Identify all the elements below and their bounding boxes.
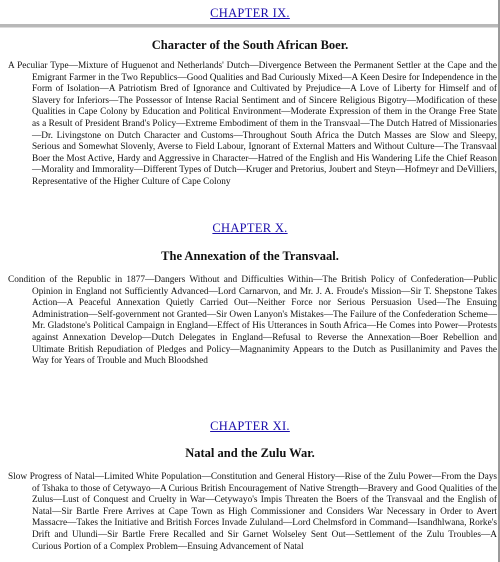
chapter-xi-link[interactable]: CHAPTER XI. — [210, 419, 290, 433]
top-divider — [0, 24, 500, 28]
chapter-x-title: The Annexation of the Transvaal. — [161, 249, 339, 263]
chapter-ix-summary: A Peculiar Type—Mixture of Huguenot and Netherlands' Dutch—Divergence Between the Permanent Settler at the Cape and the Emigrant Farmer in the Two Republics—Good Qualities and Bad Curiously Mixed—A Keen Desire for Independence in the Form of Isolation—A Patriotism Bred of Ignorance and Cultivated by Prejudice—A Love of Liberty for Himself and of Slavery for Inferiors—The Possessor of Intense Racial Sentiment and of Sincere Religious Bigotry—Modification of these Qualities in Cape Colony by Education and Political Environment—Moderate Expression of them in the Orange Free State as a Result of President Brand's Policy—Extreme Embodiment of them in the Transvaal—The Dutch Hatred of Missionaries—Dr. Livingstone on Dutch Character and Customs—Throughout South Africa the Dutch Masses are Slow and Sleepy, Serious and Somewhat Slovenly, Averse to Field Labour, Ignorant of External Matters and Without Culture—The Transvaal Boer the Most Active, Hardy and Aggressive in Character—Hatred of the English and His Wandering Life the Chief Reason—Morality and Immorality—Different Types of Dutch—Kruger and Pretorius, Joubert and Steyn—Hofmeyr and DeVilliers, Representative of the Higher Culture of Cape Colony — [8, 61, 497, 187]
chapter-ix-title: Character of the South African Boer. — [151, 38, 349, 52]
chapter-x-summary: Condition of the Republic in 1877—Dangers Without and Difficulties Within—The British Policy of Confederation—Public Opinion in England not Sufficiently Advanced—Lord Carnarvon, and Mr. J. A. Froude's Mission—Sir T. Shepstone Takes Action—A Peaceful Annexation Quietly Carried Out—Neither Force nor Serious Persuasion Used—The Ensuing Administration—Self-government not Granted—Sir Owen Lanyon's Mistakes—The Failure of the Confederation Scheme—Mr. Gladstone's Political Campaign in England—Effect of His Utterances in South Africa—He Comes into Power—Protests against Annexation Develop—Dutch Delegates in England—Refusal to Reverse the Annexation—Boer Rebellion and Ultimate British Repudiation of Pledges and Policy—Magnanimity Appears to the Dutch as Pusillanimity and Paves the Way for Years of Trouble and Much Bloodshed — [8, 275, 497, 367]
chapter-xi-summary: Slow Progress of Natal—Limited White Population—Constitution and General History—Rise of the Zulu Power—From the Days of Tshaka to those of Cetywayo—A Curious British Encouragement of Native Strength—Bravery and Good Qualities of the Zulus—Lust of Conquest and Cruelty in War—Cetywayo's Impis Threaten the Boers of the Transvaal and the English of Natal—Sir Bartle Frere Arrives at Cape Town as High Commissioner and Considers War Necessary in Order to Avert Massacre—Takes the Initiative and British Forces Invade Zululand—Lord Chelmsford in Command—Isandhlwana, Rorke's Drift and Ulundi—Sir Bartle Frere Recalled and Sir Garnet Wolseley Sent Out—Settlement of the Zulu Troubles—A Curious Portion of a Complex Problem—Ensuing Advancement of Natal — [8, 472, 497, 552]
chapter-xi-title: Natal and the Zulu War. — [185, 446, 315, 460]
chapter-x-link[interactable]: CHAPTER X. — [212, 221, 288, 235]
chapter-ix-link[interactable]: CHAPTER IX. — [210, 6, 290, 20]
